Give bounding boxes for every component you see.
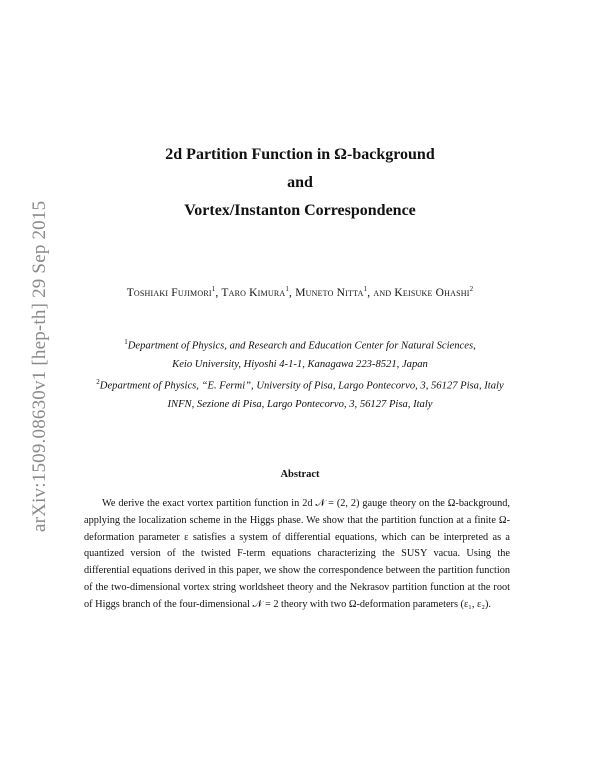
- abstract-heading: Abstract: [280, 469, 320, 480]
- author-name: Toshiaki Fujimori: [126, 286, 212, 299]
- author-separator: ,: [215, 286, 222, 299]
- abstract-body: We derive the exact vortex partition function in 2d 𝒩 = (2, 2) gauge theory on the Ω-background, applying the localization scheme in the Higgs phase. We show that the partition function at a finite Ω-deformation parameter ε satisfies a system of differential equations, which can be interpreted as a quantized version of the twisted F-term equations characterizing the SUSY vacua. Using the differential equations derived in this paper, we show the correspondence between the partition function of the two-dimensional vortex string worldsheet theory and the Nekrasov partition function at the root of Higgs branch of the four-dimensional 𝒩 = 2 theory with two Ω-deformation parameters (ε₁, ε₂).: [84, 498, 510, 610]
- author-name: Muneto Nitta: [295, 286, 364, 299]
- author-affiliation-mark: 1: [363, 285, 368, 293]
- author-affiliation-mark: 1: [211, 285, 216, 293]
- author-separator: ,: [289, 286, 296, 299]
- affiliation-2: [0, 373, 600, 414]
- author-affiliation-mark: 2: [469, 285, 474, 293]
- affiliation-line: INFN, Sezione di Pisa, Largo Pontecorvo, 3, 56127 Pisa, Italy: [167, 398, 433, 410]
- author-name: Keisuke Ohashi: [394, 286, 470, 299]
- affiliation-line: Department of Physics, and Research and Education Center for Natural Sciences,: [127, 340, 476, 352]
- paper-title: [0, 141, 600, 225]
- author-name: Taro Kimura: [221, 286, 286, 299]
- arxiv-identifier-stamp: arXiv:1509.08630v1 [hep-th] 29 Sep 2015: [29, 200, 50, 532]
- affiliation-line: Department of Physics, “E. Fermi”, University of Pisa, Largo Pontecorvo, 3, 56127 Pisa, Italy: [99, 380, 504, 392]
- affiliation-mark: 2: [96, 378, 100, 386]
- title-line-1: 2d Partition Function in Ω-background: [165, 146, 435, 163]
- affiliation-mark: 1: [124, 338, 128, 346]
- author-list: [0, 285, 600, 299]
- author-affiliation-mark: 1: [285, 285, 290, 293]
- affiliation-1: [0, 333, 600, 374]
- affiliation-line: Keio University, Hiyoshi 4-1-1, Kanagawa 223-8521, Japan: [172, 358, 428, 370]
- author-separator: , and: [367, 286, 395, 299]
- title-line-2: and: [287, 174, 313, 191]
- title-line-3: Vortex/Instanton Correspondence: [184, 202, 416, 219]
